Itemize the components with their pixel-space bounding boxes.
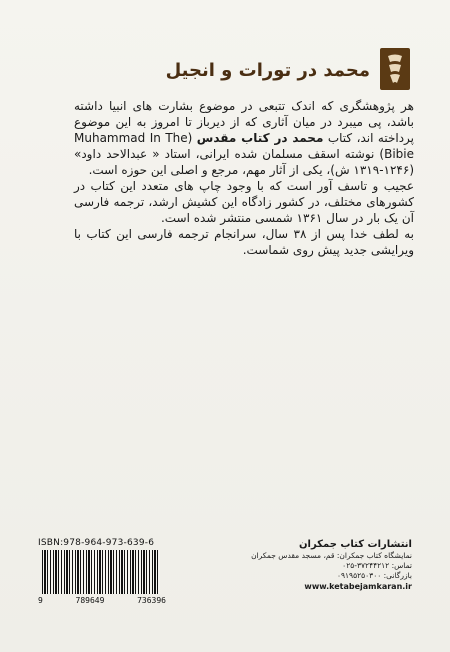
publisher-info [202, 538, 412, 592]
barcode-digit-first: 9 [38, 596, 43, 605]
publisher-address: نمایشگاه کتاب جمکران: قم، مسجد مقدس جمکران [251, 551, 412, 560]
book-description [74, 98, 414, 258]
description-paragraph [74, 98, 414, 178]
description-text: به لطف خدا پس از ۳۸ سال، سرانجام ترجمه فارسی این کتاب با ویرایشی جدید پیش روی شماست. [74, 227, 414, 257]
barcode-digits [38, 596, 166, 605]
description-text: (Muhammad In The Bibie) نوشته اسقف مسلمان شده ایرانی، استاد « عبدالاحد داود» (۱۲۴۶-۱۳۱۹ ش)، یکی از آثار مهم، مرجع و اصلی این حوزه است. [74, 131, 414, 177]
description-text: عجیب و تاسف آور است که با وجود چاپ های متعدد این کتاب در کشورهای مختلف، در کشور زادگاه این کشیش ارشد، ترجمه فارسی آن یک بار در سال ۱۳۶۱ شمسی منتشر شده است. [74, 179, 414, 225]
publisher-phone: تماس: ۳۷۲۴۴۲۱۲-۰۲۵ [342, 561, 412, 570]
jamkaran-logo-icon [384, 52, 406, 86]
barcode-digits-right: 736396 [137, 596, 166, 605]
description-text: هر پژوهشگری که اندک تتبعی در موضوع بشارت های انبیا داشته باشد، پی میبرد در میان آثاری که از دیرباز تا امروز به این موضوع پرداخته اند، کتاب [74, 99, 415, 145]
isbn-label: ISBN:978-964-973-639-6 [38, 538, 155, 548]
barcode [42, 550, 160, 594]
emphasized-title: محمد در کتاب مقدس [196, 131, 324, 145]
publisher-name: انتشارات کتاب جمکران [298, 539, 412, 550]
publisher-website: www.ketabejamkaran.ir [304, 582, 412, 591]
description-paragraph [74, 178, 414, 226]
description-paragraph [74, 226, 414, 258]
back-cover-footer [38, 538, 412, 608]
book-title: محمد در تورات و انجیل [165, 60, 370, 81]
publisher-logo [380, 48, 410, 90]
header [40, 48, 410, 96]
barcode-digits-left: 789649 [75, 596, 105, 605]
publisher-sales: بازرگانی: ۰۹۱۹۵۲۵۰۳۰۰ [336, 571, 412, 580]
